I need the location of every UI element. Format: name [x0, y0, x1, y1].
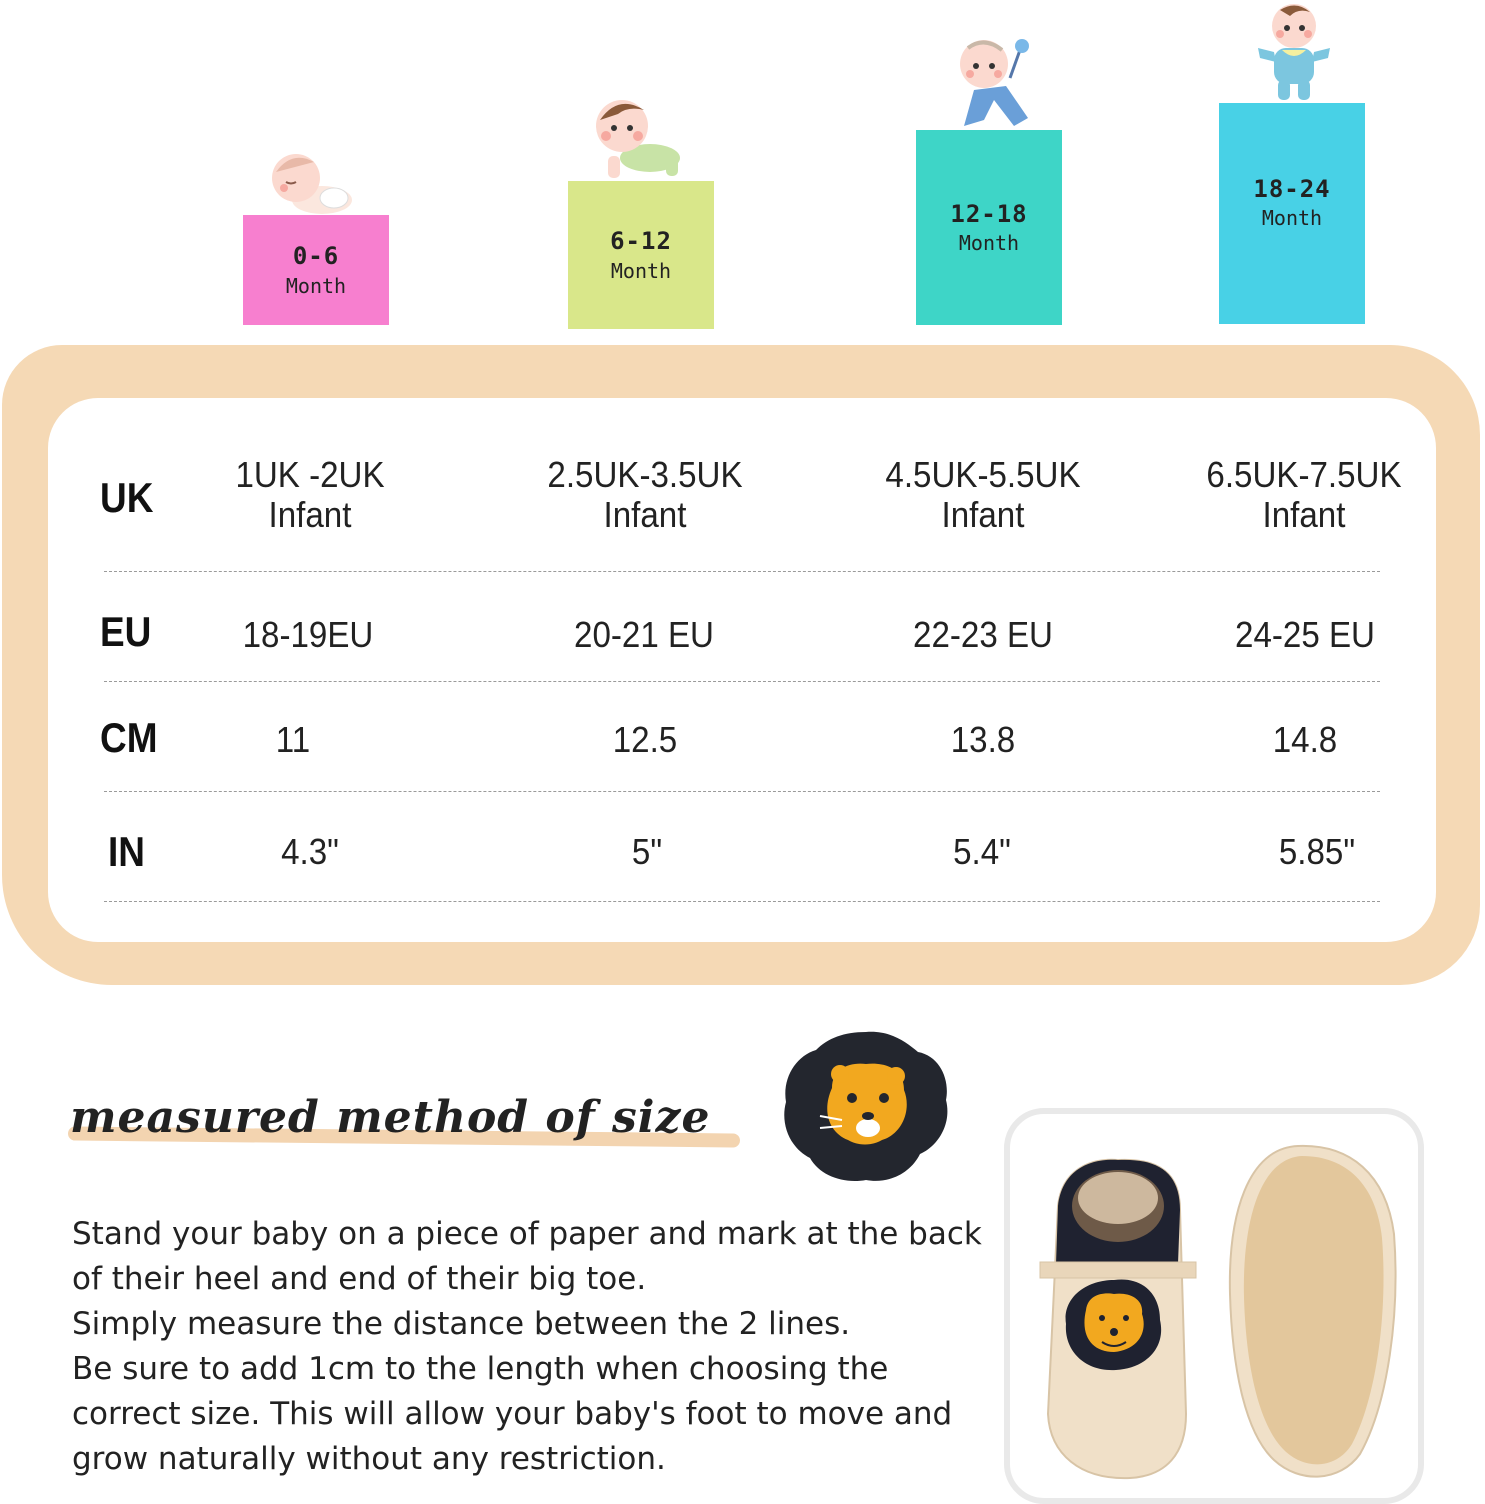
uk-category: Infant	[268, 493, 352, 535]
measure-heading: measured method of size	[70, 1092, 711, 1143]
age-unit: Month	[958, 231, 1020, 256]
eu-cell: 18-19EU	[242, 614, 374, 655]
age-block-0-6	[243, 215, 389, 325]
eu-cell: 20-21 EU	[574, 614, 714, 655]
eu-cell: 22-23 EU	[913, 614, 1053, 655]
age-block-18-24	[1219, 103, 1365, 324]
age-unit: Month	[285, 273, 347, 298]
crawling-baby-icon	[588, 96, 688, 182]
row-label-cm: CM	[100, 714, 158, 761]
cm-cell: 13.8	[950, 719, 1016, 760]
standing-baby-icon	[1252, 0, 1336, 104]
uk-size: 4.5UK-5.5UK	[885, 454, 1081, 495]
uk-size: 6.5UK-7.5UK	[1206, 454, 1402, 495]
row-divider	[104, 681, 1380, 682]
instruction-paragraph: Be sure to add 1cm to the length when choosing the correct size. This will allow your baby's foot to move and grow naturally without any restriction.	[72, 1351, 953, 1477]
uk-cell	[845, 455, 1121, 534]
in-cell: 5.4"	[953, 831, 1011, 872]
age-range: 6-12	[610, 227, 672, 256]
row-divider	[104, 571, 1380, 572]
row-label-eu: EU	[100, 608, 152, 655]
row-label-in: IN	[108, 828, 145, 875]
age-range: 0-6	[292, 242, 340, 271]
uk-cell	[507, 455, 783, 534]
uk-category: Infant	[603, 493, 687, 535]
cm-cell: 14.8	[1272, 719, 1338, 760]
age-unit: Month	[610, 258, 672, 283]
row-label-uk: UK	[100, 474, 154, 521]
age-block-12-18	[916, 130, 1062, 325]
in-cell: 4.3"	[281, 831, 339, 872]
uk-category: Infant	[941, 493, 1025, 535]
row-divider	[104, 901, 1380, 902]
uk-category: Infant	[1262, 493, 1346, 535]
cm-cell: 12.5	[612, 719, 678, 760]
eu-cell: 24-25 EU	[1235, 614, 1375, 655]
age-unit: Month	[1261, 206, 1323, 231]
baby-shoe-icon	[1010, 1114, 1418, 1498]
age-range: 12-18	[950, 199, 1028, 228]
sitting-baby-icon	[944, 30, 1044, 130]
lion-icon	[780, 1028, 952, 1184]
in-cell: 5"	[631, 831, 663, 872]
measure-instructions	[72, 1212, 982, 1482]
age-block-6-12	[568, 181, 714, 329]
instruction-paragraph: Simply measure the distance between the 2 lines.	[72, 1306, 851, 1342]
shoe-photo-frame	[1004, 1108, 1424, 1504]
uk-cell	[172, 455, 448, 534]
in-cell: 5.85"	[1278, 831, 1356, 872]
sleeping-baby-icon	[262, 148, 358, 218]
cm-cell: 11	[275, 719, 311, 760]
instruction-paragraph: Stand your baby on a piece of paper and mark at the back of their heel and end of their big toe.	[72, 1216, 982, 1297]
age-range: 18-24	[1253, 175, 1331, 203]
uk-cell	[1166, 455, 1442, 534]
uk-size: 2.5UK-3.5UK	[547, 454, 743, 495]
row-divider	[104, 791, 1380, 792]
uk-size: 1UK -2UK	[235, 454, 385, 495]
